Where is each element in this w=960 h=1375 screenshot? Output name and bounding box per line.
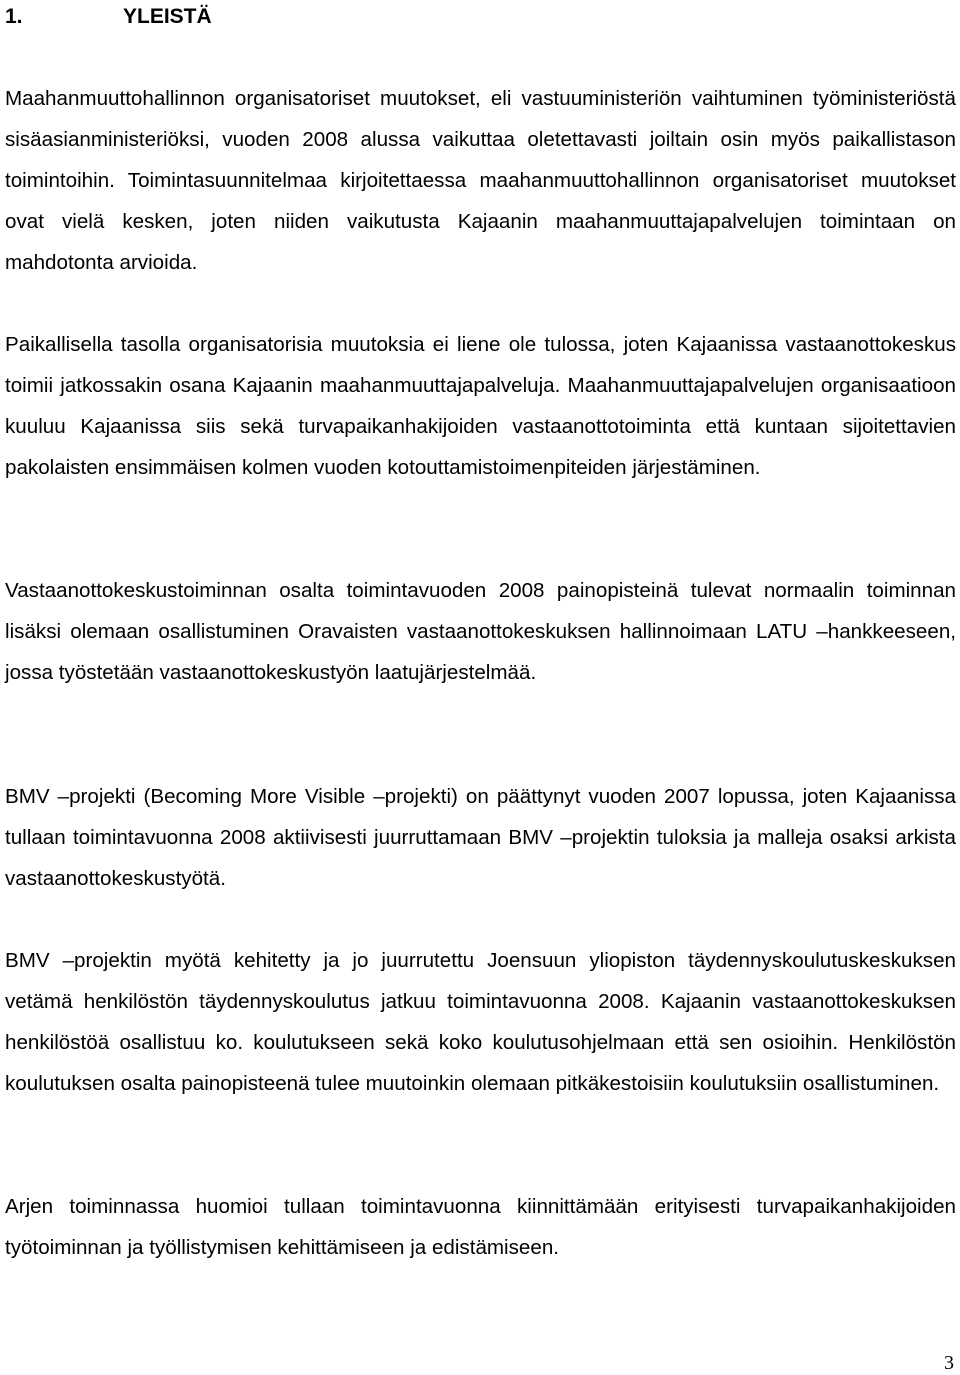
section-heading	[5, 4, 212, 30]
section-title: YLEISTÄ	[123, 5, 212, 28]
paragraph-bmv-project: BMV –projekti (Becoming More Visible –projekti) on päättynyt vuoden 2007 lopussa, joten Kajaanissa tullaan toimintavuonna 2008 aktiivisesti juurruttamaan BMV –projektin tuloksia ja malleja osaksi arkista vastaanottokeskustyötä.	[5, 785, 956, 891]
paragraph-local-level: Paikallisella tasolla organisatorisia muutoksia ei liene ole tulossa, joten Kajaanissa vastaanottokeskus toimii jatkossakin osana Kajaanin maahanmuuttajapalveluja. Maahanmuuttajapalvelujen organisaatioon kuuluu Kajaanissa siis sekä turvapaikanhakijoiden vastaanottotoiminta että kuntaan sijoitettavien pakolaisten ensimmäisen kolmen vuoden kotouttamistoimenpiteiden järjestäminen.	[5, 333, 956, 480]
section-number: 1.	[5, 5, 23, 28]
paragraph-org-changes: Maahanmuuttohallinnon organisatoriset muutokset, eli vastuuministeriön vaihtuminen työministeriöstä sisäasianministeriöksi, vuoden 2008 alussa vaikuttaa oletettavasti joiltain osin myös paikallistason toimintoihin. Toimintasuunnitelmaa kirjoitettaessa maahanmuuttohallinnon organisatoriset muutokset ovat vielä kesken, joten niiden vaikutusta Kajaanin maahanmuuttajapalvelujen toimintaan on mahdotonta arvioida.	[5, 87, 956, 275]
paragraph-reception-centre: Vastaanottokeskustoiminnan osalta toimintavuoden 2008 painopisteinä tulevat normaalin toiminnan lisäksi olemaan osallistuminen Oravaisten vastaanottokeskuksen hallinnoimaan LATU –hankkeeseen, jossa työstetään vastaanottokeskustyön laatujärjestelmää.	[5, 579, 956, 685]
paragraph-work-activity: Arjen toiminnassa huomioi tullaan toimintavuonna kiinnittämään erityisesti turvapaikanhakijoiden työtoiminnan ja työllistymisen kehittämiseen ja edistämiseen.	[5, 1195, 956, 1260]
page-number: 3	[944, 1352, 954, 1374]
paragraph-staff-training: BMV –projektin myötä kehitetty ja jo juurrutettu Joensuun yliopiston täydennyskoulutuskeskuksen vetämä henkilöstön täydennyskoulutus jatkuu toimintavuonna 2008. Kajaanin vastaanottokeskuksen henkilöstöä osallistuu ko. koulutukseen sekä koko koulutusohjelmaan että sen osioihin. Henkilöstön koulutuksen osalta painopisteenä tulee muutoinkin olemaan pitkäkestoisiin koulutuksiin osallistuminen.	[5, 949, 956, 1096]
